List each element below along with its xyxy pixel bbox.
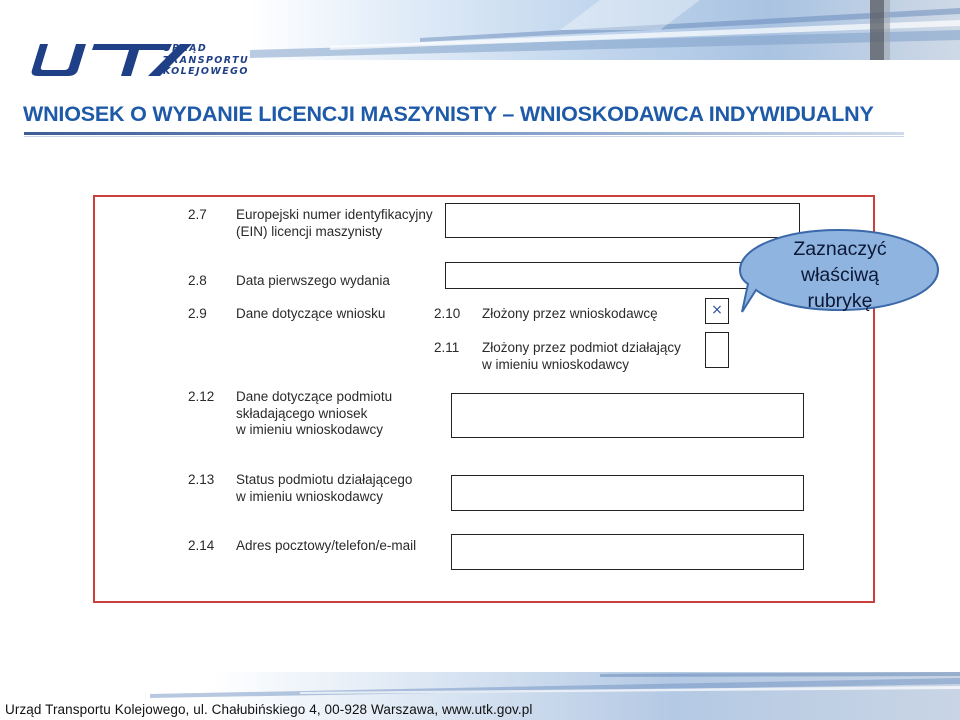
- field-number-2-12: 2.12: [188, 389, 215, 404]
- footer-address: Urząd Transportu Kolejowego, ul. Chałubińskiego 4, 00-928 Warszawa, www.utk.gov.pl: [5, 702, 533, 717]
- field-number-2-14: 2.14: [188, 538, 215, 553]
- field-number-2-9: 2.9: [188, 306, 207, 321]
- submitted-by-applicant-checkbox[interactable]: ×: [705, 298, 729, 324]
- field-label-ein: [236, 207, 433, 240]
- callout-line-3: rubrykę: [807, 290, 873, 312]
- callout-line-1: Zaznaczyć: [793, 238, 887, 260]
- field-label-submitted-by-applicant: Złożony przez wnioskodawcę: [482, 306, 658, 321]
- page-title: WNIOSEK O WYDANIE LICENCJI MASZYNISTY – WNIOSKODAWCA INDYWIDUALNY: [23, 102, 874, 126]
- field-label-contact-address: Adres pocztowy/telefon/e-mail: [236, 538, 417, 553]
- title-underline: [24, 132, 904, 135]
- contact-address-input-box[interactable]: [451, 534, 804, 570]
- field-number-2-10: 2.10: [434, 306, 461, 321]
- logo-wordmark: [163, 43, 249, 78]
- entity-data-input-box[interactable]: [451, 393, 804, 438]
- field-label-entity-status: [236, 472, 412, 505]
- logo-line-2: TRANSPORTU: [163, 54, 250, 66]
- submitted-by-entity-checkbox[interactable]: [705, 332, 729, 368]
- field-label-application-data: Dane dotyczące wniosku: [236, 306, 386, 321]
- logo-line-1: URZĄD: [163, 43, 208, 54]
- field-label-line: składającego wniosek: [236, 405, 368, 421]
- field-number-2-7: 2.7: [188, 207, 207, 222]
- field-label-line: Europejski numer identyfikacyjny: [236, 207, 433, 222]
- field-label-first-issue-date: Data pierwszego wydania: [236, 273, 390, 288]
- field-number-2-11: 2.11: [434, 340, 460, 355]
- field-label-line: w imieniu wnioskodawcy: [482, 356, 630, 372]
- entity-status-input-box[interactable]: [451, 475, 804, 511]
- first-issue-date-input-box[interactable]: [445, 262, 775, 289]
- field-number-2-13: 2.13: [188, 472, 215, 487]
- field-label-line: w imieniu wnioskodawcy: [236, 422, 384, 437]
- field-label-submitted-by-entity: [482, 340, 681, 373]
- field-label-line: (EIN) licencji maszynisty: [236, 223, 383, 239]
- field-label-entity-data: [236, 389, 392, 439]
- field-label-line: Dane dotyczące podmiotu: [236, 389, 393, 404]
- field-label-line: Złożony przez podmiot działający: [482, 340, 681, 355]
- title-underline-thin: [24, 136, 904, 137]
- field-label-line: Status podmiotu działającego: [236, 472, 413, 487]
- callout-line-2: właściwą: [800, 264, 880, 286]
- logo-line-3: KOLEJOWEGO: [163, 66, 249, 77]
- field-label-line: w imieniu wnioskodawcy: [236, 488, 384, 504]
- field-number-2-8: 2.8: [188, 273, 207, 288]
- callout-text: [750, 236, 930, 314]
